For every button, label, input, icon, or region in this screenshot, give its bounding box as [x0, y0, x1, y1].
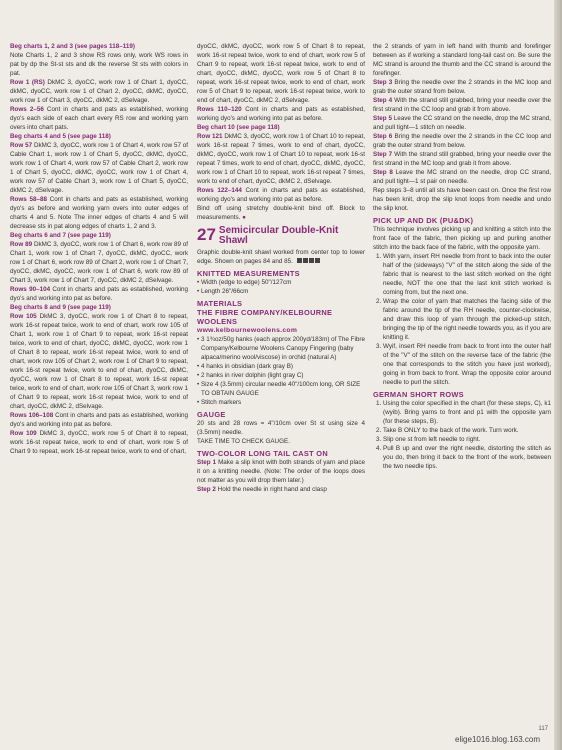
row-label: Rows 106–108: [10, 412, 54, 419]
gauge-note: TAKE TIME TO CHECK GAUGE.: [197, 438, 290, 446]
bind-off-text: Bind off using stretchy double-knit bind off. Block to measurements.: [197, 205, 365, 221]
material-item: • 3 1¾oz/50g hanks (each approx 200yd/183m) of The Fibre Company/Kelbourne Woolens Canopy Fingering (baby alpaca/merino wool/viscose) in orchid (natural A): [197, 336, 366, 362]
pick-up-heading: PICK UP AND DK (PU&DK): [373, 216, 474, 225]
row-text: Cont in charts and pats as established, working dyo's each side of each chart every RS row and working yarn overs into chart pats.: [10, 106, 188, 131]
gauge-text: 20 sts and 28 rows = 4"/10cm over St st using size 4 (3.5mm) needle.: [197, 420, 365, 437]
row-text: Cont in charts and pats as established, working dyo's and working into pat as before.: [10, 412, 188, 428]
column-3: [373, 42, 551, 471]
material-item: • Stitch markers: [197, 399, 242, 407]
row-label: Row 89: [10, 241, 33, 248]
step-label: Step 6: [373, 133, 393, 140]
list-item: 3. Wyif, insert RH needle from back to front into the outer half of the "V" of the stitch on the reverse face of the fabric (the one that corresponds to the stitch you have just worked), going in from back to front. Wrap the opposite color around needle to purl the stitch.: [383, 342, 551, 387]
step-text: Hold the needle in right hand and clasp: [217, 486, 327, 494]
pattern-title: [197, 226, 365, 246]
page-spine: [554, 0, 562, 750]
list-item: 2. Wrap the color of yarn that matches the facing side of the fabric around the tip of the RH needle, counter-clockwise, and draw this loop of yarn through the picked-up stitch, bringing the tip of the right needle towards you, as if you are knitting it.: [383, 297, 551, 342]
step-label: Step 7: [373, 151, 393, 158]
step-text: With the strand still grabbed, bring your needle over the first strand in the CC loop and grab it from above.: [373, 97, 551, 113]
row-text: DkMC 3, dyoCC, work row 1 of Chart 8 to repeat, work 16-st repeat twice, work to end of chart, work row 105 of Chart 1, work row 1 of Chart 9 to repeat, work 16-st repeat twice, work to end of chart, dyoCC, dkMC, dyoCC, work row 1 of Chart 8 to repeat, work 16-st repeat twice, work to end of chart, work row 105 of Chart 2, work row 1 of Chart 9 to repeat, work 16-st repeat twice, work to end of chart, dyoCC, dkMC, dyoCC, work row 1 of Chart 8 to repeat, work 16-st repeat twice, work to end of chart, work row 105 of Chart 3, work row 1 of Chart 9 to repeat, work 16-st repeat twice, work to end of chart, dyoCC, dkMC 2, dSelvage.: [10, 313, 188, 410]
pick-up-intro: This technique involves picking up and knitting a stitch into the front face of the fabric, then picking up and purling another stitch into the back face of the fabric, with the opposite yarn.: [373, 226, 551, 251]
step-label: Step 1: [197, 459, 217, 467]
row-label: Row 105: [10, 313, 37, 320]
list-item: 1. Using the color specified in the chart (for these steps, C), k1 (wyib). Bring yarns to front and p1 with the opposite yarn (for these steps, B).: [383, 399, 551, 426]
measurement-item: • Width (edge to edge) 50"/127cm: [197, 279, 292, 287]
step-label: Step 2: [197, 486, 216, 494]
pattern-name: Semicircular Double-Knit Shawl: [218, 225, 339, 246]
material-item: • 2 hanks in river dolphin (light gray C): [197, 372, 304, 380]
list-item: 2. Take B ONLY to the back of the work. Turn work.: [383, 426, 551, 435]
heading-charts-8-9: Beg charts 8 and 9 (see page 119): [10, 304, 111, 311]
short-rows-steps: [373, 399, 551, 471]
heading-charts-4-5: Beg charts 4 and 5 (see page 118): [10, 133, 111, 140]
column-2: [197, 42, 365, 494]
row-label: Row 1 (RS): [10, 79, 45, 86]
step-text: Leave the CC strand on the needle, drop the MC strand, and pull tight—1 stitch on needle.: [373, 115, 551, 131]
pattern-number: 27: [197, 225, 216, 244]
measurement-item: • Length 26"/66cm: [197, 288, 249, 296]
gauge-heading: GAUGE: [197, 410, 226, 420]
pattern-intro: Graphic double-knit shawl worked from center top to lower edge. Shown on pages 84 and 85.: [197, 249, 365, 266]
heading-charts-6-7: Beg charts 6 and 7 (see page 119): [10, 232, 111, 239]
heading-chart-10: Beg chart 10 (see page 118): [197, 124, 280, 131]
list-item: 3. Slip one st from left needle to right.: [383, 435, 551, 444]
step-text: Bring the needle over the 2 strands in the CC loop and grab the outer strand from below.: [373, 133, 552, 149]
cast-on-heading: TWO-COLOR LONG TAIL CAST ON: [197, 449, 328, 459]
step-label: Step 5: [373, 115, 392, 122]
short-rows-heading: GERMAN SHORT ROWS: [373, 390, 464, 399]
row-label: Rows 122–144: [197, 187, 242, 194]
row-label: Row 57: [10, 142, 33, 149]
heading-charts-1-3: Beg charts 1, 2 and 3 (see pages 118–119): [10, 43, 135, 50]
row-text: Cont in charts and pats as established, working dyo's and working into pat as before.: [197, 106, 366, 122]
step-label: Step 4: [373, 97, 393, 104]
watermark: elige1016.blog.163.com: [455, 735, 540, 744]
material-item: • 4 hanks in obsidian (dark gray B): [197, 363, 294, 371]
step-label: Step 8: [373, 169, 393, 176]
skill-level-icon: [297, 257, 321, 266]
row-label: Rows 2–56: [10, 106, 44, 113]
row-text: DkMC 3, dyoCC, work row 1 of Chart 10 to repeat, work 16-st repeat 7 times, work to end of chart, dyoCC, dkMC, dyoCC, work row 1 of Chart 10 to repeat, work 16-st repeat 7 times, work to end of chart, dyoCC, dkMC, dyoCC, work row 1 of Chart 10 to repeat, work 16-st repeat 7 times, work to end of chart, dyoCC, dkMC 2, dSelvage.: [197, 133, 365, 185]
row-text: dyoCC, dkMC, dyoCC, work row 5 of Chart 8 to repeat, work 16-st repeat twice, work to end of chart, work row 5 of Chart 9 to repeat, work 16-st repeat twice, work to end of chart, dyoCC, dkMC, dyoCC, work row 5 of Chart 8 to repeat, work 16-st repeat twice, work to end of chart, work row 5 of Chart 9 to repeat, work 16-st repeat twice, work to end of chart, dyoCC, dkMC 2, dSelvage.: [197, 43, 365, 104]
step-text: Make a slip knot with both strands of yarn and place it on a knitting needle. (Note: The order of the loops does not matter as you will drop them later.): [197, 459, 365, 485]
row-label: Rows 58–88: [10, 196, 47, 203]
step-text: Bring the needle over the 2 strands in the MC loop and grab the outer strand from below.: [373, 79, 552, 95]
pick-up-steps: [373, 252, 551, 387]
step-text: the 2 strands of yarn in left hand with thumb and forefinger between as if working a standard long-tail cast on. Be sure the MC strand is around the thumb and the CC strand is around the forefinger.: [373, 43, 551, 77]
repeat-text: Rep steps 3–8 until all sts have been cast on. Once the first row has been knit, drop the slip knot loops from needle and undo the slip knot.: [373, 187, 551, 212]
step-text: With the strand still grabbed, bring your needle over the first strand in the MC loop and grab it from above.: [373, 151, 551, 167]
row-label: Row 121: [197, 133, 223, 140]
step-label: Step 3: [373, 79, 393, 86]
list-item: 1. With yarn, insert RH needle from front to back into the outer half of the (sideways) "V" of the stitch along the side of the fabric that is nearest to the last stitch worked on the right needle, NOT the one that the last knit stitch worked is coming from, but the next one.: [383, 252, 551, 297]
row-label: Rows 90–104: [10, 286, 51, 293]
row-label: Row 109: [10, 430, 37, 437]
row-text: DkMC 3, dyoCC, work row 5 of Chart 8 to repeat, work 16-st repeat twice, work to end of chart, work row 5 of Chart 9 to repeat, work 16-st repeat twice, work to end of chart,: [10, 430, 188, 455]
supplier-url: www.kelbournewoolens.com: [197, 327, 298, 335]
row-label: Rows 110–120: [197, 106, 242, 113]
column-1: [10, 42, 188, 456]
row-text: Cont in charts and pats as established, working dyo's as before and working yarn overs into outer edges of charts 4 and 5. Note The inner edges of charts 4 and 5 will decrease sts in pat along edges of charts 1, 2 and 3.: [10, 196, 188, 230]
step-text: Leave the MC strand on the needle, drop CC strand, and pull tight—1 st pair on needle.: [373, 169, 551, 185]
materials-supplier: THE FIBRE COMPANY/KELBOURNE WOOLENS: [197, 308, 333, 327]
page-number: 117: [538, 726, 548, 732]
knitted-measurements-heading: KNITTED MEASUREMENTS: [197, 269, 300, 279]
row-text: Cont in charts and pats as established, working dyo's and working into pat as before.: [197, 187, 366, 203]
material-item: • Size 4 (3.5mm) circular needle 40"/100cm long, OR SIZE TO OBTAIN GAUGE: [197, 381, 361, 398]
row-text: DkMC 3, dyoCC, work row 1 of Chart 4, work row 57 of Cable Chart 1, work row 1 of Chart 5, dyoCC, dkMC, dyoCC, work row 1 of Chart 4, work row 57 of Cable Chart 2, work row 1 of Chart 5, dyoCC, dkMC, dyoCC, work row 1 of Chart 4, work row 57 of Cable Chart 3, work row 1 of Chart 5, dyoCC, dkMC 2, dSelvage.: [10, 142, 189, 194]
row-text: Cont in charts and pats as established, working dyo's and working into pat as before.: [10, 286, 189, 302]
row-text: DkMC 3, dyoCC, work row 1 of Chart 1, dyoCC, dkMC, dyoCC, work row 1 of Chart 2, dyoCC, dkMC, dyoCC, work row 1 of Chart 3, dyoCC, dkMC 2, dSelvage.: [10, 79, 189, 104]
end-bullet-icon: ●: [242, 214, 246, 221]
materials-heading: MATERIALS: [197, 299, 243, 309]
note-charts-1-3: Note Charts 1, 2 and 3 show RS rows only, work WS rows in pat by dp the St-st sts and dk the reverse St sts with colors in pat.: [10, 52, 188, 77]
row-text: DkMC 3, dyoCC, work row 1 of Chart 6, work row 89 of Chart 1, work row 1 of Chart 7, dyoCC, dkMC, dyoCC, work row 1 of Chart 6, work row 89 of Chart 2, work row 1 of Chart 7, dyoCC, dkMC, dyoCC, work row 1 of Chart 6, work row 89 of Chart 3, work row 1 of Chart 7, dyoCC, dkMC 2, dSelvage.: [10, 241, 189, 284]
list-item: 4. Pull B up and over the right needle, distorting the stitch as you do, then bring it back to the front of the work, between the two needle tips.: [383, 444, 551, 471]
